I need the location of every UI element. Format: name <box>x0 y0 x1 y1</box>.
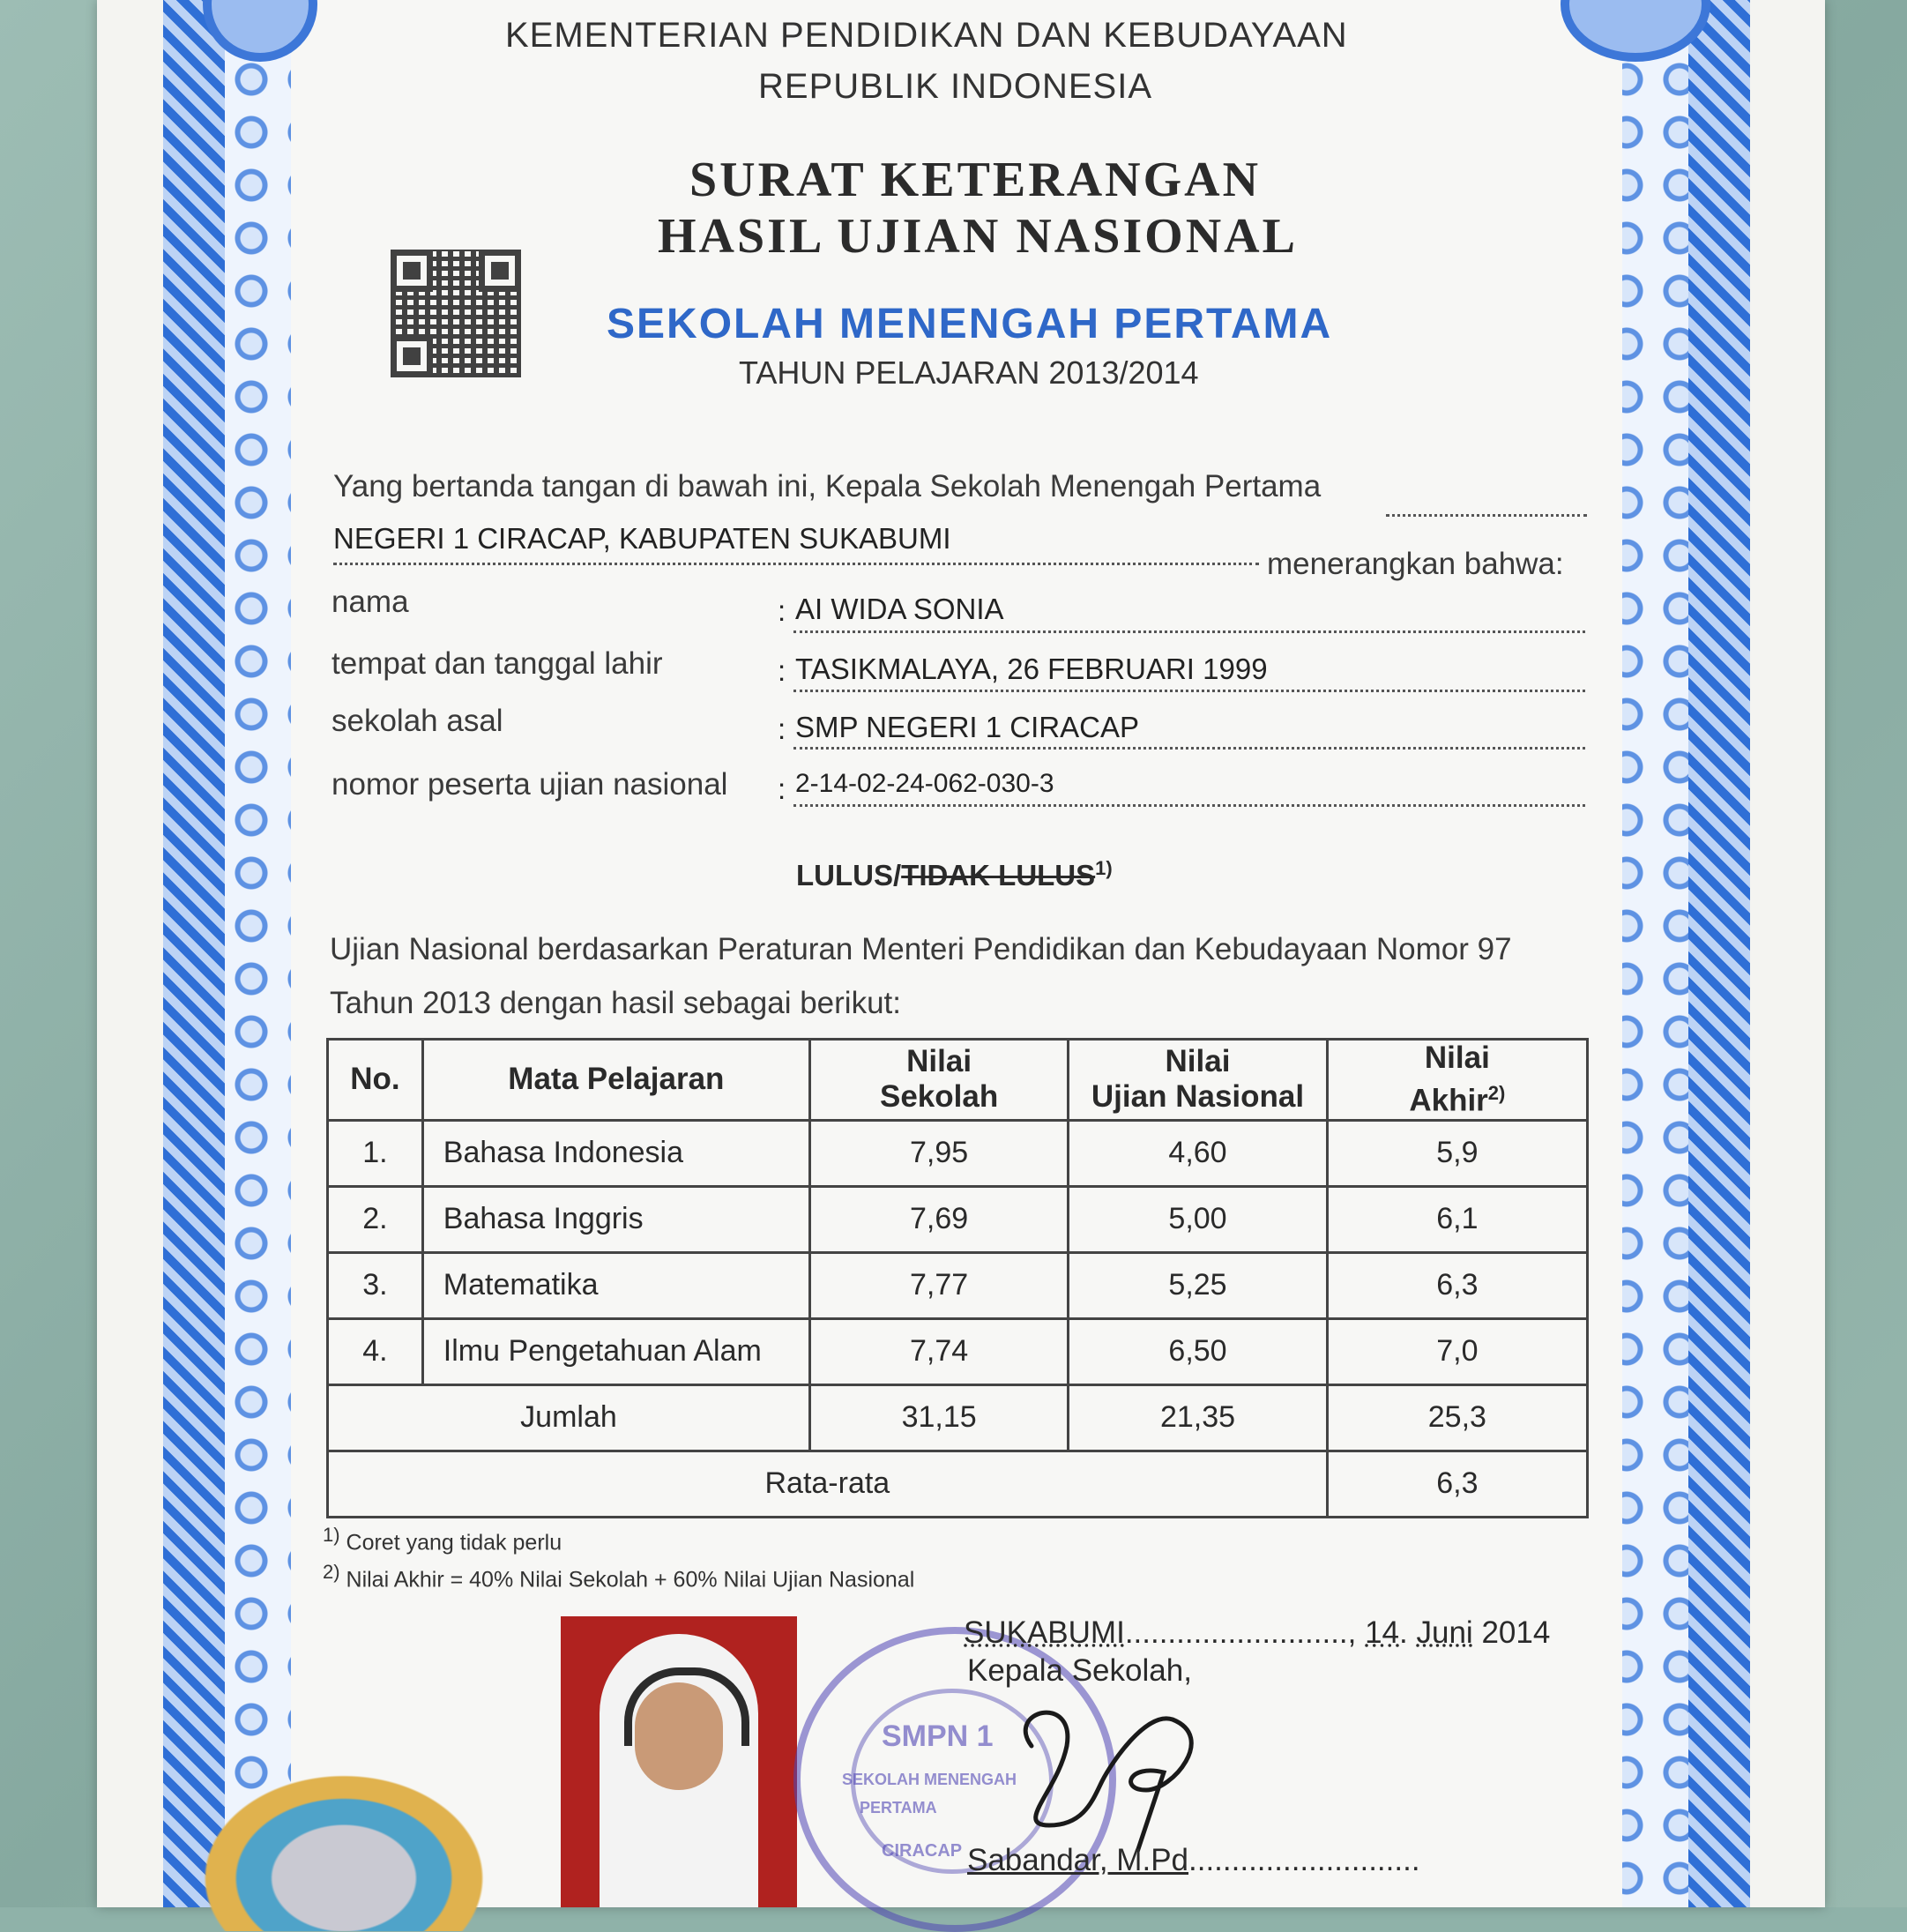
signatory-name-row: Sabandar, M.Pd........................... <box>967 1843 1420 1877</box>
row-national-score: 5,25 <box>1069 1252 1327 1318</box>
field-colon: : <box>778 654 786 687</box>
field-label-school: sekolah asal <box>331 704 503 738</box>
field-value-birth: TASIKMALAYA, 26 FEBRUARI 1999 <box>795 653 1268 685</box>
footnote-1 <box>323 1524 562 1555</box>
total-national-score: 21,35 <box>1069 1384 1327 1451</box>
table-row <box>328 1120 1588 1186</box>
field-dotted-line <box>793 804 1585 807</box>
header-school-line1: Nilai <box>906 1044 972 1079</box>
row-final-score: 6,3 <box>1327 1252 1587 1318</box>
footnote-2 <box>323 1561 914 1593</box>
table-average-row <box>328 1451 1588 1517</box>
footnote-2-mark: 2) <box>323 1561 340 1583</box>
stamp-text-line4: CIRACAP <box>882 1841 963 1861</box>
stamp-text-line3: PERTAMA <box>860 1799 937 1816</box>
header-final-line1: Nilai <box>1424 1041 1490 1075</box>
footnote-2-text: Nilai Akhir = 40% Nilai Sekolah + 60% Nilai Ujian Nasional <box>346 1567 915 1593</box>
exam-basis-line2: Tahun 2013 dengan hasil sebagai berikut: <box>330 986 901 1020</box>
result-pass: LULUS/ <box>796 859 902 891</box>
row-subject: Bahasa Indonesia <box>422 1120 809 1186</box>
row-national-score: 4,60 <box>1069 1120 1327 1186</box>
header-national-line2: Ujian Nasional <box>1091 1079 1305 1115</box>
row-school-score: 7,95 <box>809 1120 1068 1186</box>
header-national-score <box>1069 1040 1327 1121</box>
row-no: 2. <box>328 1186 423 1252</box>
row-school-score: 7,74 <box>809 1318 1068 1384</box>
row-subject: Matematika <box>422 1252 809 1318</box>
intro-line1: Yang bertanda tangan di bawah ini, Kepala Sekolah Menengah Pertama <box>333 469 1322 504</box>
average-label: Rata-rata <box>328 1451 1328 1517</box>
footnote-1-text: Coret yang tidak perlu <box>346 1530 562 1555</box>
field-dotted-line <box>793 630 1585 633</box>
header-final-score <box>1327 1040 1587 1121</box>
result-footnote-mark: 1) <box>1095 857 1113 879</box>
row-final-score: 6,1 <box>1327 1186 1587 1252</box>
field-label-exam-number: nomor peserta ujian nasional <box>331 767 728 802</box>
row-final-score: 5,9 <box>1327 1120 1587 1186</box>
field-label-birth: tempat dan tanggal lahir <box>331 646 663 681</box>
student-photo <box>561 1616 797 1907</box>
row-subject: Bahasa Inggris <box>422 1186 809 1252</box>
table-row <box>328 1186 1588 1252</box>
row-school-score: 7,77 <box>809 1252 1068 1318</box>
signature-year: 2014 <box>1481 1615 1551 1650</box>
row-national-score: 6,50 <box>1069 1318 1327 1384</box>
signature-place-date: SUKABUMI.........................., 14. Juni 2014 <box>964 1615 1551 1650</box>
school-name: NEGERI 1 CIRACAP, KABUPATEN SUKABUMI <box>333 522 951 555</box>
field-value-nama: AI WIDA SONIA <box>795 593 1004 625</box>
school-level-heading: SEKOLAH MENENGAH PERTAMA <box>607 301 1333 347</box>
field-value-school: SMP NEGERI 1 CIRACAP <box>795 711 1139 743</box>
row-final-score: 7,0 <box>1327 1318 1587 1384</box>
row-national-score: 5,00 <box>1069 1186 1327 1252</box>
header-final-mark: 2) <box>1487 1082 1506 1104</box>
row-no: 1. <box>328 1120 423 1186</box>
document-title-line2: HASIL UJIAN NASIONAL <box>658 209 1298 264</box>
signature-month: Juni <box>1416 1615 1473 1650</box>
intro-dotted-line1 <box>1386 514 1587 517</box>
intro-line2-end: menerangkan bahwa: <box>1267 547 1564 581</box>
header-subject: Mata Pelajaran <box>422 1040 809 1121</box>
field-colon: : <box>778 712 786 745</box>
ministry-name-line2: REPUBLIK INDONESIA <box>758 67 1153 106</box>
table-header-row <box>328 1040 1588 1121</box>
signature-day: 14 <box>1365 1615 1400 1650</box>
total-school-score: 31,15 <box>809 1384 1068 1451</box>
exam-basis-line1: Ujian Nasional berdasarkan Peraturan Menteri Pendidikan dan Kebudayaan Nomor 97 <box>330 932 1512 966</box>
table-row <box>328 1318 1588 1384</box>
header-final-line2: Akhir <box>1409 1083 1488 1118</box>
field-colon: : <box>778 772 786 805</box>
academic-year: TAHUN PELAJARAN 2013/2014 <box>739 354 1199 391</box>
table-total-row <box>328 1384 1588 1451</box>
field-label-nama: nama <box>331 585 409 619</box>
header-national-line1: Nilai <box>1165 1044 1231 1079</box>
average-value: 6,3 <box>1327 1451 1587 1517</box>
stamp-text-line2: SEKOLAH MENENGAH <box>842 1771 1017 1788</box>
field-colon: : <box>778 594 786 627</box>
qr-code <box>391 250 521 377</box>
field-dotted-line <box>793 690 1585 692</box>
row-no: 3. <box>328 1252 423 1318</box>
field-value-exam-number: 2-14-02-24-062-030-3 <box>795 769 1054 798</box>
exam-result <box>796 857 1113 892</box>
table-row <box>328 1252 1588 1318</box>
header-school-score <box>809 1040 1068 1121</box>
handwritten-signature <box>996 1693 1225 1852</box>
row-school-score: 7,69 <box>809 1186 1068 1252</box>
embossed-seal <box>176 1755 511 1931</box>
signatory-name: Sabandar, M.Pd <box>967 1843 1188 1877</box>
result-fail-struck: TIDAK LULUS <box>901 859 1096 891</box>
footnote-1-mark: 1) <box>323 1524 340 1546</box>
signature-role: Kepala Sekolah, <box>967 1653 1192 1688</box>
document-title-line1: SURAT KETERANGAN <box>689 153 1262 207</box>
row-subject: Ilmu Pengetahuan Alam <box>422 1318 809 1384</box>
row-no: 4. <box>328 1318 423 1384</box>
field-dotted-line <box>793 747 1585 750</box>
scores-table <box>326 1038 1589 1518</box>
stamp-text-line1: SMPN 1 <box>882 1719 994 1753</box>
total-label: Jumlah <box>328 1384 810 1451</box>
header-no: No. <box>328 1040 423 1121</box>
ministry-name-line1: KEMENTERIAN PENDIDIKAN DAN KEBUDAYAAN <box>505 16 1348 55</box>
intro-dotted-line2 <box>333 563 1259 565</box>
total-final-score: 25,3 <box>1327 1384 1587 1451</box>
signature-place: SUKABUMI <box>964 1615 1125 1650</box>
header-school-line2: Sekolah <box>880 1079 999 1115</box>
